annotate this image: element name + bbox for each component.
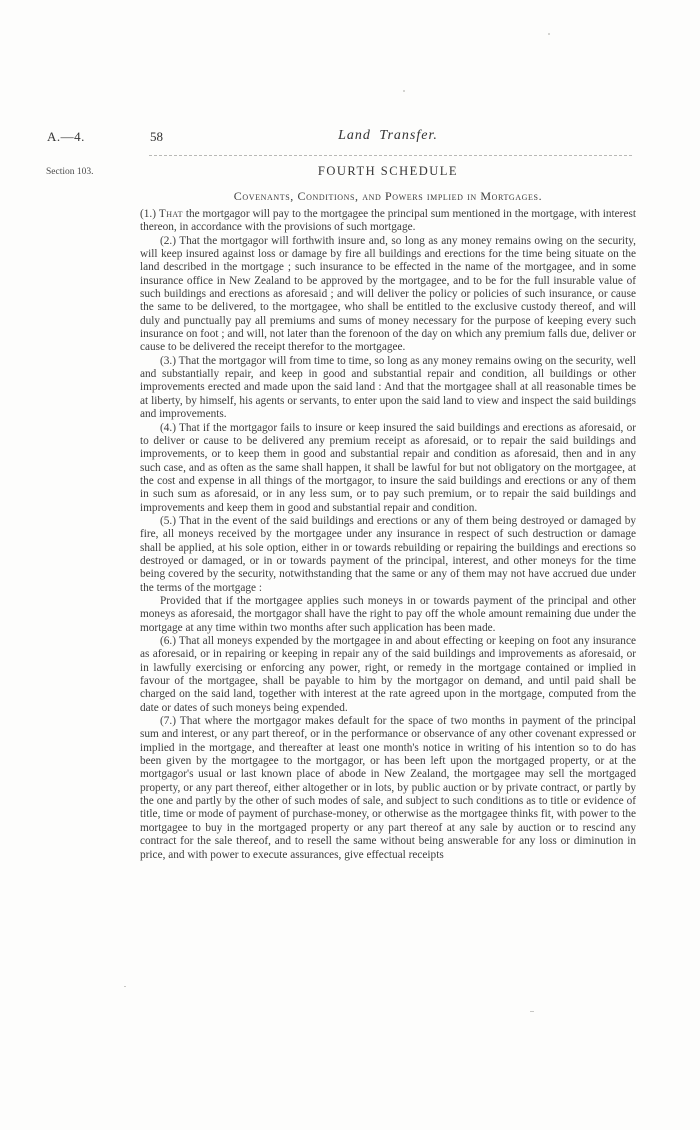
paragraph: (4.) That if the mortgagor fails to insure or keep insured the said buildings and erections as aforesaid, or to deliver or cause to be delivered any premium receipt as aforesaid, or to repair the said buildings and improvements, or to keep them in good and substantial repair and condition as aforesaid, then and in any such case, and as often as the same shall happen, it shall be lawful for but not obligatory on the mortgagee, at the cost and expense in all things of the mortgagor, to insure the said buildings and erections or any of them in such sum as aforesaid, or in any less sum, or to pay such premium, or to repair the said buildings and improvements and keep them in good and substantial repair and condition. — [140, 421, 636, 514]
page-number: 58 — [150, 129, 163, 144]
running-title: Land Transfer. — [338, 128, 438, 143]
paragraph: Provided that if the mortgagee applies such moneys in or towards payment of the principal and other moneys as aforesaid, the mortgagor shall have the right to pay off the whole amount remaining due under the mortgage at any time within two months after such application has been made. — [140, 594, 636, 634]
paragraph: (6.) That all moneys expended by the mortgagee in and about effecting or keeping on foot any insurance as aforesaid, or in repairing or keeping in repair any of the said buildings and improvements as aforesaid, or in lawfully exercising or enforcing any power, right, or remedy in the mortgage contained or implied in favour of the mortgagee, shall be payable to him by the mortgagor on demand, and until paid shall be charged on the said land, together with interest at the rate agreed upon in the mortgage, computed from the date or dates of such moneys being expended. — [140, 635, 636, 714]
header-rule — [149, 155, 632, 156]
document-reference: A.—4. — [47, 129, 85, 144]
body-paragraphs — [140, 208, 636, 862]
paragraph: (3.) That the mortgagor will from time to time, so long as any money remains owing on the security, well and substantially repair, and keep in good and substantial repair and condition, all buildings or other improvements erected and made upon the said land : And that the mortgagee shall at all reasonable times be at liberty, by himself, his agents or servants, to enter upon the said land to view and inspect the said buildings and improvements. — [140, 354, 636, 421]
paragraph: (5.) That in the event of the said buildings and erections or any of them being destroyed or damaged by fire, all moneys received by the mortgagee under any insurance in respect of such destruction or damage shall be applied, at his sole option, either in or towards rebuilding or repairing the buildings and erections so destroyed or damaged, or in or towards payment of the principal, interest, and other moneys for the time being covered by the security, notwithstanding that the same or any of them may not have accrued due under the terms of the mortgage : — [140, 514, 636, 594]
scan-speck — [530, 1011, 534, 1012]
schedule-title: FOURTH SCHEDULE — [317, 164, 459, 178]
scan-speck — [403, 90, 405, 92]
scan-speck — [548, 33, 550, 35]
paragraph: (7.) That where the mortgagor makes default for the space of two months in payment of the principal sum and interest, or any part thereof, or in the performance or observance of any other covenant expressed or implied in the mortgage, and thereafter at least one month's notice in writing of his intention so to do has been given by the mortgagee to the mortgagor, or has been left upon the mortgaged property, or at the mortgagor's usual or last known place of abode in New Zealand, the mortgagee may sell the mortgaged property, or any part thereof, either altogether or in lots, by public auction or by private contract, or partly by the one and partly by the other of such modes of sale, and subject to such conditions as to title or evidence of title, time or mode of payment of purchase-money, or otherwise as the mortgagee thinks fit, with power to the mortgagee to buy in the mortgaged property or any part thereof at any sale by auction or to rescind any contract for the sale thereof, and to resell the same without being answerable for any loss or diminution in price, and with power to execute assurances, give effectual receipts — [140, 715, 636, 861]
text-column — [140, 164, 636, 862]
paragraph: (1.) That the mortgagor will pay to the mortgagee the principal sum mentioned in the mortgage, with interest thereon, in accordance with the provisions of such mortgage. — [140, 208, 636, 234]
paragraph: (2.) That the mortgagor will forthwith insure and, so long as any money remains owing on the security, will keep insured against loss or damage by fire all buildings and erections for the time being situate on the land described in the mortgage ; such insurance to be effected in the name of the mortgagee, and in some insurance office in New Zealand to be approved by the mortgagee, and to be for the full insurable value of such buildings and erections as aforesaid ; and will deliver the policy or policies of such insurance, or cause the same to be delivered, to the mortgagee, who shall be entitled to the exclusive custody thereof, and will duly and punctually pay all premiums and sums of money necessary for the purpose of keeping every such insurance on foot ; and will, not later than the forenoon of the day on which any premium falls due, deliver or cause to be delivered the receipt therefor to the mortgagee. — [140, 234, 636, 354]
margin-note-section: Section 103. — [46, 167, 94, 177]
schedule-subtitle: Covenants, Conditions, and Powers implied in Mortgages. — [233, 189, 543, 203]
scan-speck — [124, 986, 126, 987]
smallcaps-lead: That — [158, 208, 183, 220]
